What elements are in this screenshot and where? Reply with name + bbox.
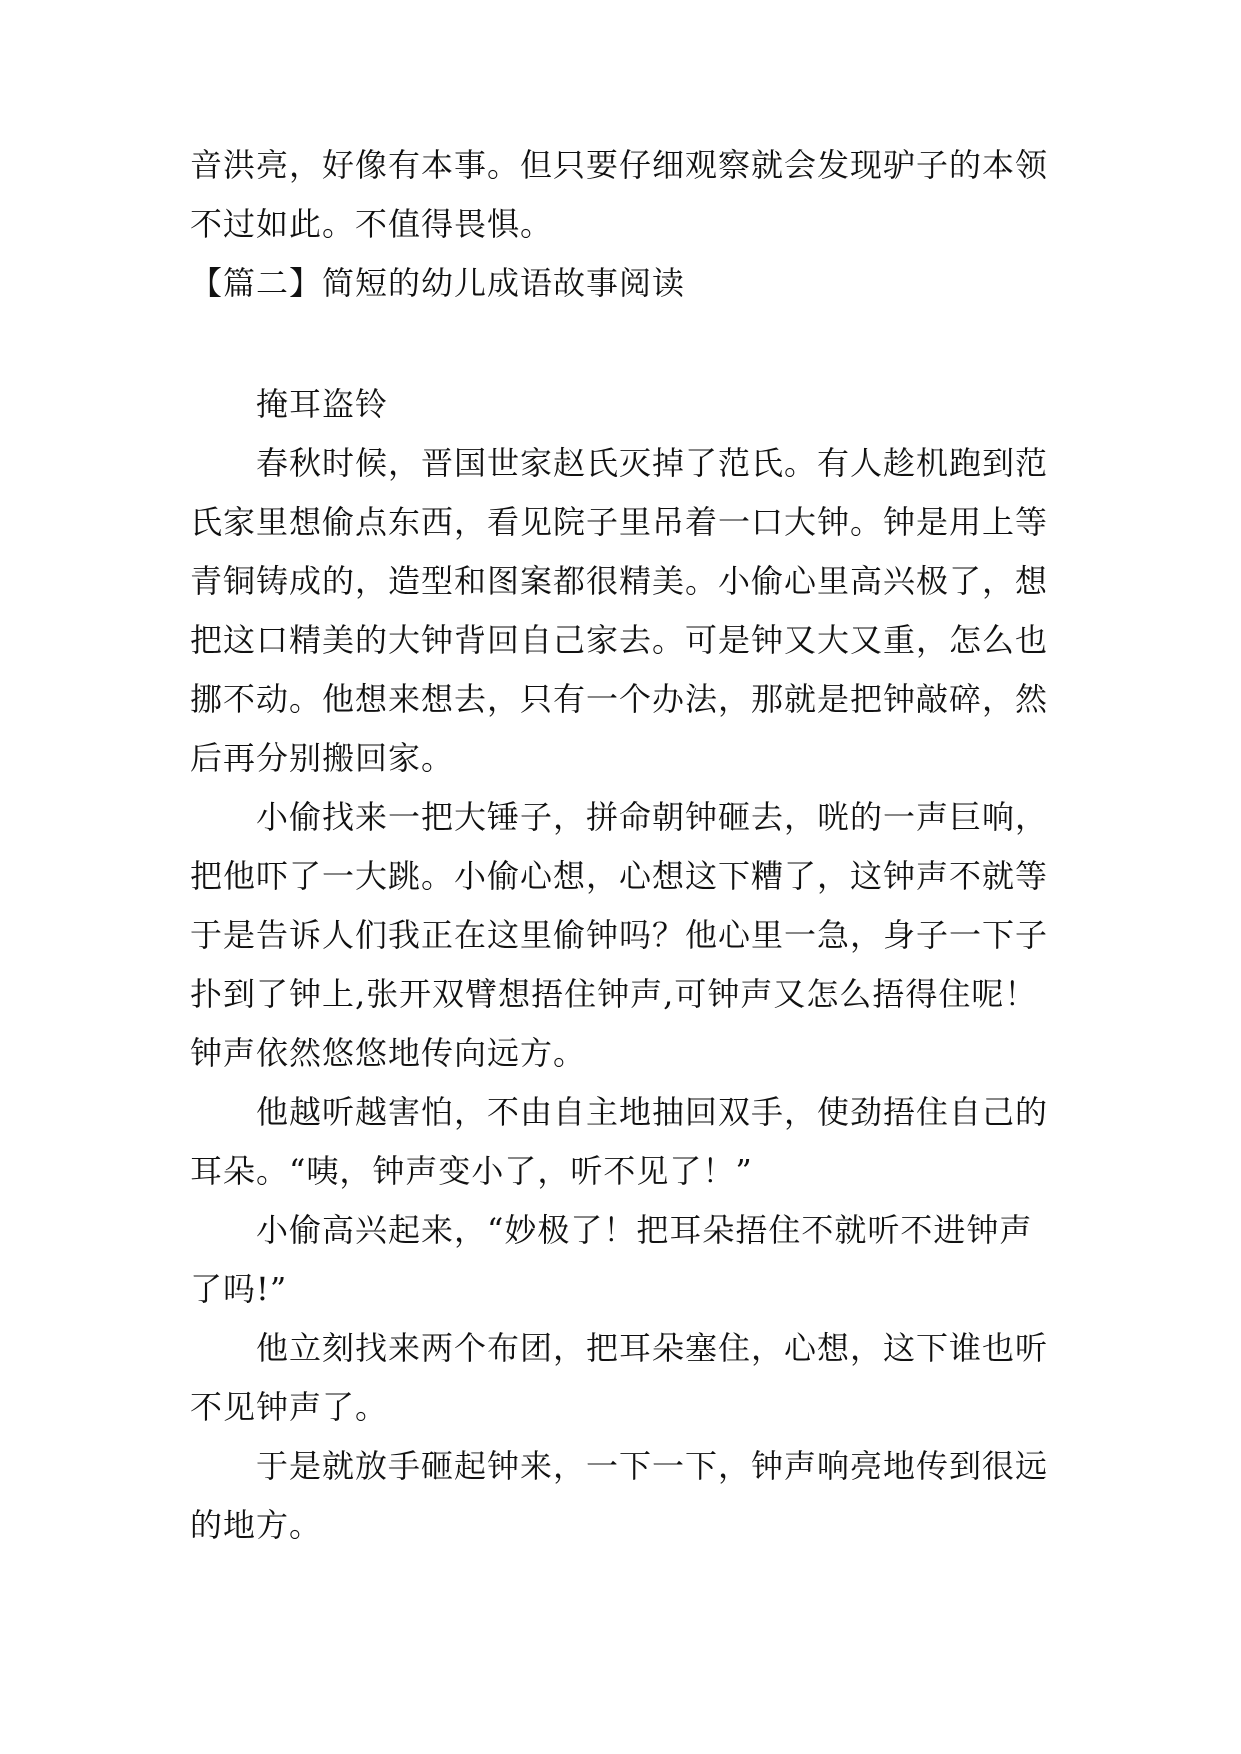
paragraph: [190, 434, 1058, 788]
paragraph-line: 后再分别搬回家。: [190, 739, 455, 777]
paragraph-line: 于是告诉人们我正在这里偷钟吗？他心里一急，身子一下子: [190, 916, 1049, 954]
paragraph-line: 春秋时候，晋国世家赵氏灭掉了范氏。有人趁机跑到范: [256, 444, 1049, 482]
continuation-line: 音洪亮，好像有本事。但只要仔细观察就会发现驴子的本领: [190, 146, 1049, 184]
blank-line: [190, 313, 1058, 375]
paragraph-line: 了吗!”: [190, 1270, 288, 1308]
paragraph-line: 钟声依然悠悠地传向远方。: [190, 1034, 587, 1072]
paragraph-line: 扑到了钟上,张开双臂想捂住钟声,可钟声又怎么捂得住呢！: [190, 975, 1038, 1013]
paragraph-line: 于是就放手砸起钟来，一下一下，钟声响亮地传到很远: [256, 1447, 1049, 1485]
paragraph-line: 小偷高兴起来，“妙极了！把耳朵捂住不就听不进钟声: [256, 1211, 1033, 1249]
paragraph-line: 他立刻找来两个布团，把耳朵塞住，心想，这下谁也听: [256, 1329, 1049, 1367]
continuation-line: 不过如此。不值得畏惧。: [190, 205, 554, 243]
paragraph-line: 他越听越害怕，不由自主地抽回双手，使劲捂住自己的: [256, 1093, 1049, 1131]
paragraph-line: 把这口精美的大钟背回自己家去。可是钟又大又重，怎么也: [190, 621, 1049, 659]
section-heading: 【篇二】简短的幼儿成语故事阅读: [190, 264, 686, 302]
document-body: [190, 136, 1058, 1555]
paragraph-line: 不见钟声了。: [190, 1388, 389, 1426]
paragraph-line: 氏家里想偷点东西，看见院子里吊着一口大钟。钟是用上等: [190, 503, 1049, 541]
paragraph-line: 挪不动。他想来想去，只有一个办法，那就是把钟敲碎，然: [190, 680, 1049, 718]
paragraph: [190, 1319, 1058, 1437]
paragraph-line: 青铜铸成的，造型和图案都很精美。小偷心里高兴极了，想: [190, 562, 1049, 600]
paragraph-line: 把他吓了一大跳。小偷心想，心想这下糟了，这钟声不就等: [190, 857, 1049, 895]
paragraph: [190, 788, 1058, 1083]
story-title: 掩耳盗铃: [256, 385, 389, 423]
paragraph: [190, 1083, 1058, 1201]
paragraph: [190, 1201, 1058, 1319]
paragraph-line: 耳朵。“咦，钟声变小了，听不见了！”: [190, 1152, 753, 1190]
paragraph: [190, 1437, 1058, 1555]
paragraph-line: 小偷找来一把大锤子，拼命朝钟砸去，咣的一声巨响，: [256, 798, 1049, 836]
paragraph-line: 的地方。: [190, 1506, 323, 1544]
